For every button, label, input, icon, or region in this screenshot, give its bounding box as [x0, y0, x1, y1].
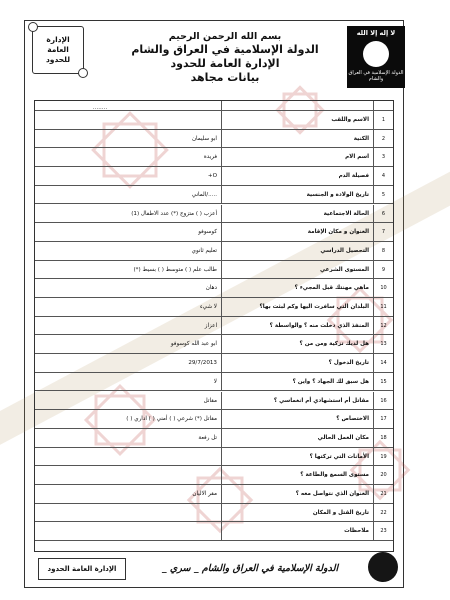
table-header-row	[35, 101, 393, 111]
row-value: مقاتل (*) شرعي ( ) أمني ( ) اداري ( )	[126, 416, 217, 423]
form-title: بيانات مجاهد	[190, 71, 260, 84]
row-number: 8	[373, 242, 393, 260]
table-row	[35, 130, 393, 149]
seal-icon	[363, 41, 389, 67]
row-number: 14	[373, 354, 393, 372]
row-label: العنوان و مكان الإقامة	[221, 223, 373, 241]
row-value: دهان	[205, 285, 217, 292]
row-number: 18	[373, 429, 393, 447]
row-number: 15	[373, 373, 393, 391]
row-label: ملاحظات	[221, 522, 373, 540]
row-label: الحالة الاجتماعية	[221, 205, 373, 223]
header-value: ........	[92, 105, 108, 110]
table-row	[35, 392, 393, 411]
row-number: 3	[373, 148, 393, 166]
flag-top-text: لا إله إلا الله	[356, 29, 396, 37]
row-label: ماهي مهنتك قبل المجيء ؟	[221, 279, 373, 297]
row-label: البلدان التي سافرت اليها وكم لبثت بها؟	[221, 298, 373, 316]
table-row	[35, 354, 393, 373]
table-row	[35, 261, 393, 280]
row-label: تاريخ الدخول ؟	[221, 354, 373, 372]
row-value: ابو سليمان	[191, 135, 217, 142]
state-name: الدولة الإسلامية في العراق والشام	[131, 43, 319, 56]
table-row	[35, 242, 393, 261]
table-row	[35, 111, 393, 130]
row-number: 7	[373, 223, 393, 241]
row-label: الاختصاص ؟	[221, 410, 373, 428]
row-value: تل رفعة	[198, 434, 217, 441]
row-value	[35, 111, 221, 129]
row-label: المستوى الشرعي	[221, 261, 373, 279]
table-row	[35, 429, 393, 448]
row-label: المنفذ الذي دخلت منه ؟ والواسطة ؟	[221, 317, 373, 335]
table-row	[35, 485, 393, 504]
table-row	[35, 298, 393, 317]
scroll-line-2: العامة	[47, 45, 69, 54]
row-number: 5	[373, 186, 393, 204]
footer-slogan: الدولة الإسلامية في العراق والشام _ سري _	[161, 563, 339, 574]
row-label: فصيلة الدم	[221, 167, 373, 185]
department-name: الإدارة العامة للحدود	[170, 57, 280, 70]
row-label: الاسم واللقب	[221, 111, 373, 129]
row-label: مستوى السمع والطاعة ؟	[221, 466, 373, 484]
row-number: 2	[373, 130, 393, 148]
row-number: 21	[373, 485, 393, 503]
department-stamp-box: الإدارة العامة الحدود	[38, 558, 126, 580]
footer-emblem-icon	[368, 552, 398, 582]
row-value	[35, 504, 221, 522]
row-label: اسم الام	[221, 148, 373, 166]
row-number: 19	[373, 448, 393, 466]
row-number: 22	[373, 504, 393, 522]
row-value	[35, 466, 221, 484]
row-label: التحصيل الدراسي	[221, 242, 373, 260]
flag-bottom-text: الدولة الإسلامية في العراق والشام	[348, 70, 404, 82]
table-row	[35, 167, 393, 186]
document-header	[110, 30, 340, 85]
table-row	[35, 279, 393, 298]
row-number: 23	[373, 522, 393, 540]
row-number: 1	[373, 111, 393, 129]
row-number: 20	[373, 466, 393, 484]
row-value: فريدة	[203, 154, 217, 161]
row-value: ابو عبد الله كوسوفو	[170, 341, 217, 348]
row-value	[35, 522, 221, 540]
row-number: 17	[373, 410, 393, 428]
row-number: 4	[373, 167, 393, 185]
row-number: 12	[373, 317, 393, 335]
scroll-line-1: الإدارة	[46, 35, 70, 44]
row-value: كوسوفو	[198, 229, 217, 236]
row-label: الأمانات التي تركتها ؟	[221, 448, 373, 466]
table-row	[35, 466, 393, 485]
row-value: ...../الماني	[191, 191, 217, 198]
row-value: 29/7/2013	[188, 360, 217, 367]
row-label: مقاتل أم استشهادي أم انغماسي ؟	[221, 392, 373, 410]
table-row	[35, 223, 393, 242]
table-row	[35, 522, 393, 541]
row-label: الكنية	[221, 130, 373, 148]
table-row	[35, 335, 393, 354]
row-value: أعزب ( ) متزوج (*) عدد الاطفال (1)	[131, 210, 217, 217]
row-value: مقاتل	[203, 397, 217, 404]
row-number: 16	[373, 392, 393, 410]
table-row	[35, 410, 393, 429]
row-label: تاريخ الولادة و الجنسية	[221, 186, 373, 204]
fighter-data-table	[34, 100, 394, 552]
table-row	[35, 186, 393, 205]
row-label: هل لديك تزكية ومن من ؟	[221, 335, 373, 353]
row-value: لا شيء	[200, 304, 217, 310]
row-value: اعزاز	[204, 322, 217, 329]
basmala: بسم الله الرحمن الرحيم	[168, 31, 282, 42]
row-label: العنوان الذي نتواصل معه ؟	[221, 485, 373, 503]
row-value	[35, 448, 221, 466]
row-value: طالب علم ( ) متوسط ( ) بسيط (*)	[133, 266, 217, 273]
row-value: تعليم ثانوي	[191, 247, 217, 254]
row-number: 9	[373, 261, 393, 279]
row-number: 10	[373, 279, 393, 297]
row-label: مكان العمل الحالي	[221, 429, 373, 447]
table-row	[35, 148, 393, 167]
department-scroll-label	[32, 26, 84, 74]
row-value: لا	[213, 378, 217, 385]
scroll-line-3: للحدود	[45, 55, 71, 64]
row-number: 13	[373, 335, 393, 353]
table-row	[35, 205, 393, 224]
row-number: 6	[373, 205, 393, 223]
table-row	[35, 317, 393, 336]
row-label: هل سبق لك الجهاد ؟ واين ؟	[221, 373, 373, 391]
row-label: تاريخ القتل و المكان	[221, 504, 373, 522]
table-row	[35, 504, 393, 523]
row-value: O+	[207, 173, 217, 180]
row-number: 11	[373, 298, 393, 316]
black-flag-logo	[347, 26, 405, 88]
table-row	[35, 448, 393, 467]
row-value: مقر الاليان	[192, 491, 217, 497]
table-row	[35, 373, 393, 392]
